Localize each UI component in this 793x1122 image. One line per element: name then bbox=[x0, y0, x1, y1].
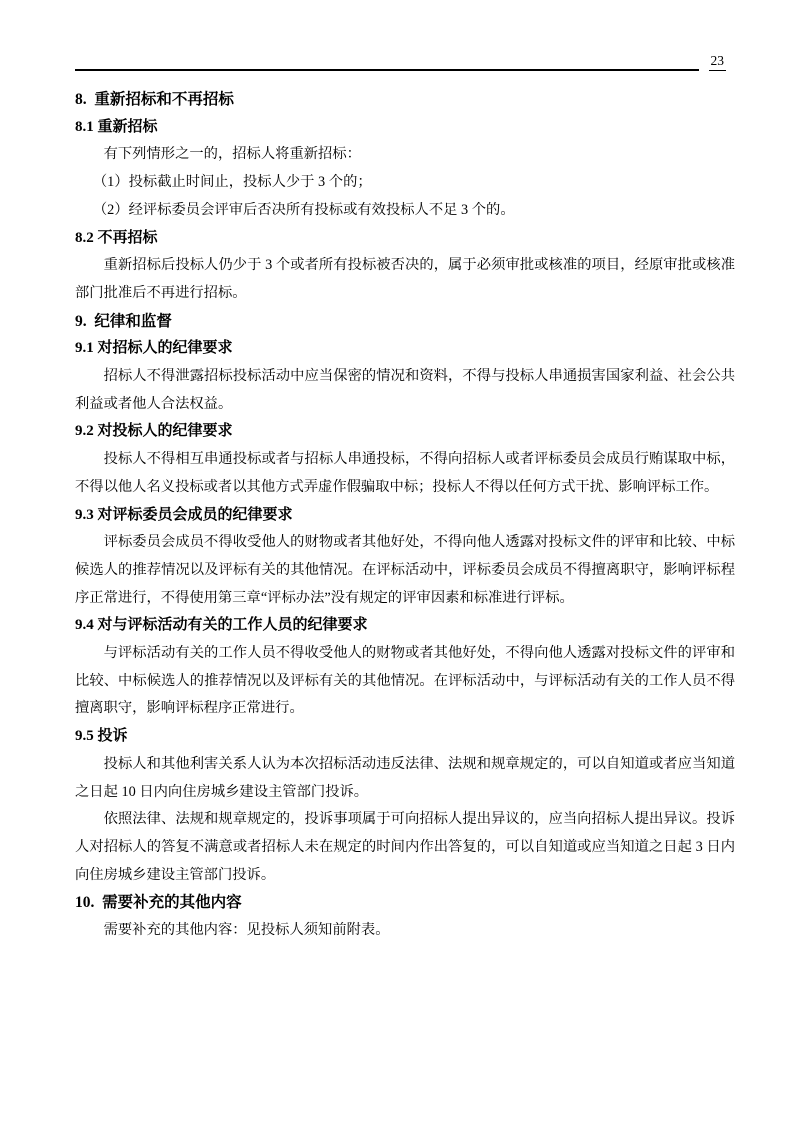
section-heading: 8.2 不再招标 bbox=[75, 229, 158, 246]
section-heading: 9.5 投诉 bbox=[75, 728, 128, 745]
paragraph: 投标人不得相互串通投标或者与招标人串通投标，不得向招标人或者评标委员会成员行贿谋取中标，不得以他人名义投标或者以其他方式弄虚作假骗取中标；投标人不得以任何方式干扰、影响评标工作。 bbox=[75, 451, 735, 495]
paragraph: 招标人不得泄露招标投标活动中应当保密的情况和资料，不得与投标人串通损害国家利益、社会公共利益或者他人合法权益。 bbox=[75, 368, 735, 412]
paragraph: 评标委员会成员不得收受他人的财物或者其他好处，不得向他人透露对投标文件的评审和比较、中标候选人的推荐情况以及评标有关的其他情况。在评标活动中，评标委员会成员不得擅离职守，影响评标程序正常进行，不得使用第三章“评标办法”没有规定的评审因素和标准进行评标。 bbox=[75, 534, 735, 606]
paragraph: 需要补充的其他内容：见投标人须知前附表。 bbox=[103, 922, 390, 939]
chapter-heading: 9. 纪律和监督 bbox=[75, 312, 172, 330]
paragraph: 与评标活动有关的工作人员不得收受他人的财物或者其他好处，不得向他人透露对投标文件的评审和比较、中标候选人的推荐情况以及评标有关的其他情况。在评标活动中，与评标活动有关的工作人员不得擅离职守，影响评标程序正常进行。 bbox=[75, 645, 735, 717]
section-heading: 9.1 对招标人的纪律要求 bbox=[75, 340, 233, 357]
page-header bbox=[75, 52, 735, 71]
section-heading: 9.2 对投标人的纪律要求 bbox=[75, 423, 233, 440]
document-body bbox=[75, 86, 735, 945]
header-rule bbox=[75, 69, 699, 71]
paragraph: 有下列情形之一的，招标人将重新招标： bbox=[103, 146, 361, 163]
list-item: （1）投标截止时间止，投标人少于 3 个的； bbox=[92, 174, 372, 191]
chapter-heading: 10. 需要补充的其他内容 bbox=[75, 894, 242, 912]
section-heading: 8.1 重新招标 bbox=[75, 118, 158, 135]
chapter-heading: 8. 重新招标和不再招标 bbox=[75, 91, 234, 108]
paragraph: 投标人和其他利害关系人认为本次招标活动违反法律、法规和规章规定的，可以自知道或者应当知道之日起 10 日内向住房城乡建设主管部门投诉。 bbox=[75, 755, 735, 800]
section-heading: 9.3 对评标委员会成员的纪律要求 bbox=[75, 506, 293, 523]
page-number: 23 bbox=[709, 52, 727, 71]
paragraph: 依照法律、法规和规章规定的，投诉事项属于可向招标人提出异议的，应当向招标人提出异议。投诉人对招标人的答复不满意或者招标人未在规定的时间内作出答复的，可以自知道或应当知道之日起 3 日内向住房城乡建设主管部门投诉。 bbox=[75, 811, 735, 883]
list-item: （2）经评标委员会评审后否决所有投标或有效投标人不足 3 个的。 bbox=[92, 201, 515, 218]
paragraph: 重新招标后投标人仍少于 3 个或者所有投标被否决的，属于必须审批或核准的项目，经原审批或核准部门批准后不再进行招标。 bbox=[75, 257, 735, 301]
section-heading: 9.4 对与评标活动有关的工作人员的纪律要求 bbox=[75, 617, 368, 634]
